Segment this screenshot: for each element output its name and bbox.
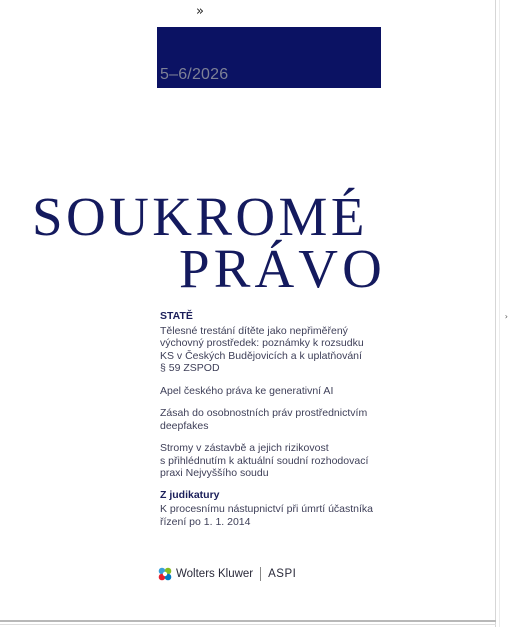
toc-item: Stromy v zástavbě a jejich rizikovost s přihlédnutím k aktuální soudní rozhodovací praxi Nejvyššího soudu	[160, 442, 369, 479]
table-of-contents	[160, 310, 380, 528]
next-page-chevron-icon[interactable]: »	[196, 4, 203, 19]
page-edge-bottom	[0, 620, 496, 622]
toc-item: Apel českého práva ke generativní AI	[160, 384, 334, 397]
journal-title-line-1: SOUKROMÉ	[32, 186, 368, 247]
page-edge-bottom-shadow	[0, 624, 496, 625]
page-edge-right-inner	[499, 0, 500, 627]
scroll-handle-icon[interactable]: ›	[504, 312, 508, 321]
issue-number: 5–6/2026	[160, 66, 229, 83]
publisher-footer	[157, 566, 296, 582]
publisher-name: Wolters Kluwer	[176, 568, 254, 580]
publisher-product: ASPI	[268, 568, 297, 580]
toc-item: Zásah do osobnostních práv prostřednictvím deepfakes	[160, 407, 368, 432]
journal-title-line-2: PRÁVO	[179, 238, 386, 299]
toc-item: Tělesné trestání dítěte jako nepřiměřený výchovný prostředek: poznámky k rozsudku KS v Českých Budějovicích a k uplatňování § 59 ZSPOD	[160, 324, 364, 374]
publisher-divider	[260, 567, 261, 581]
toc-item: K procesnímu nástupnictví při úmrtí účastníka řízení po 1. 1. 2014	[160, 503, 374, 528]
wolters-kluwer-logo-icon	[157, 566, 173, 582]
toc-section-heading: Z judikatury	[160, 488, 220, 501]
page-edge-right	[495, 0, 496, 627]
toc-section-heading: STATĚ	[160, 310, 193, 322]
